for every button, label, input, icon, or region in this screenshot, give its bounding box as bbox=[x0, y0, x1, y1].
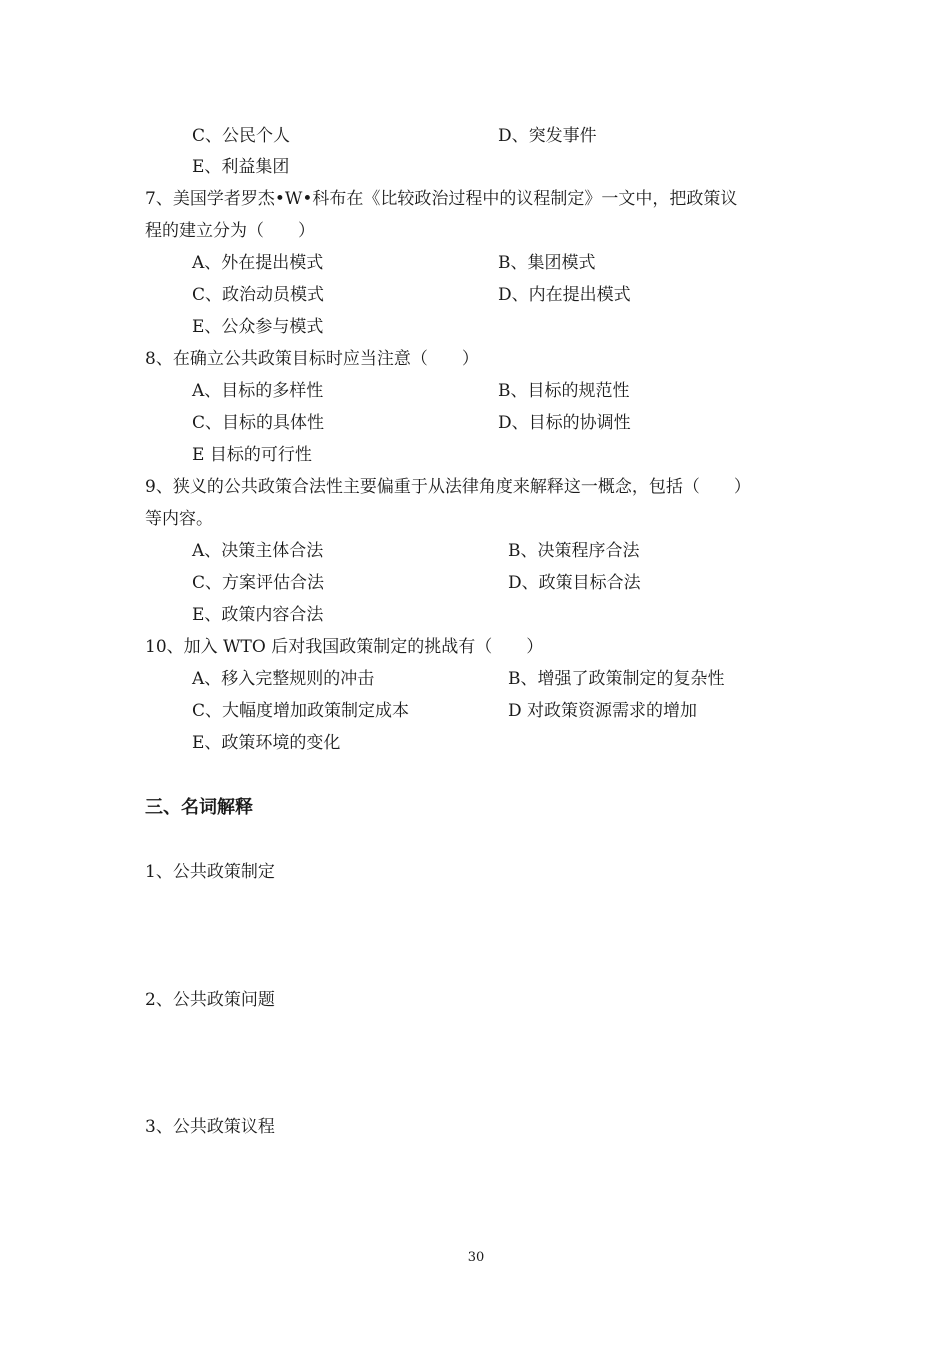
q7-stem-line2: 程的建立分为（ ） bbox=[145, 221, 315, 241]
q7-option-c: C、政治动员模式 bbox=[192, 285, 325, 305]
term-1: 1、公共政策制定 bbox=[145, 862, 275, 882]
section-heading: 三、名词解释 bbox=[145, 797, 253, 818]
q7-option-e: E、公众参与模式 bbox=[192, 317, 324, 337]
q9-option-a: A、决策主体合法 bbox=[192, 541, 324, 561]
q9-option-e: E、政策内容合法 bbox=[192, 605, 324, 625]
q8-option-b: B、目标的规范性 bbox=[498, 381, 630, 401]
q10-stem: 10、加入 WTO 后对我国政策制定的挑战有（ ） bbox=[145, 637, 544, 657]
q9-option-b: B、决策程序合法 bbox=[508, 541, 640, 561]
q8-option-e: E 目标的可行性 bbox=[192, 445, 312, 465]
q8-option-d: D、目标的协调性 bbox=[498, 413, 631, 433]
term-2: 2、公共政策问题 bbox=[145, 990, 275, 1010]
q10-option-d: D 对政策资源需求的增加 bbox=[508, 701, 698, 721]
q10-option-e: E、政策环境的变化 bbox=[192, 733, 341, 753]
q10-option-b: B、增强了政策制定的复杂性 bbox=[508, 669, 725, 689]
term-3: 3、公共政策议程 bbox=[145, 1117, 275, 1137]
q6-option-e: E、利益集团 bbox=[192, 157, 290, 177]
q9-stem-line1: 9、狭义的公共政策合法性主要偏重于从法律角度来解释这一概念，包括（ ） bbox=[145, 477, 751, 497]
q10-option-c: C、大幅度增加政策制定成本 bbox=[192, 701, 410, 721]
q9-option-d: D、政策目标合法 bbox=[508, 573, 641, 593]
q6-option-d: D、突发事件 bbox=[498, 126, 597, 146]
q10-option-a: A、移入完整规则的冲击 bbox=[192, 669, 375, 689]
page-number: 30 bbox=[467, 1250, 485, 1265]
q9-stem-line2: 等内容。 bbox=[145, 509, 213, 529]
q8-stem: 8、在确立公共政策目标时应当注意（ ） bbox=[145, 349, 479, 369]
q8-option-c: C、目标的具体性 bbox=[192, 413, 325, 433]
q7-option-b: B、集团模式 bbox=[498, 253, 596, 273]
q9-option-c: C、方案评估合法 bbox=[192, 573, 325, 593]
q7-option-d: D、内在提出模式 bbox=[498, 285, 631, 305]
q8-option-a: A、目标的多样性 bbox=[192, 381, 324, 401]
q7-option-a: A、外在提出模式 bbox=[192, 253, 324, 273]
q6-option-c: C、公民个人 bbox=[192, 126, 291, 146]
q7-stem-line1: 7、美国学者罗杰•W•科布在《比较政治过程中的议程制定》一文中，把政策议 bbox=[145, 189, 738, 209]
